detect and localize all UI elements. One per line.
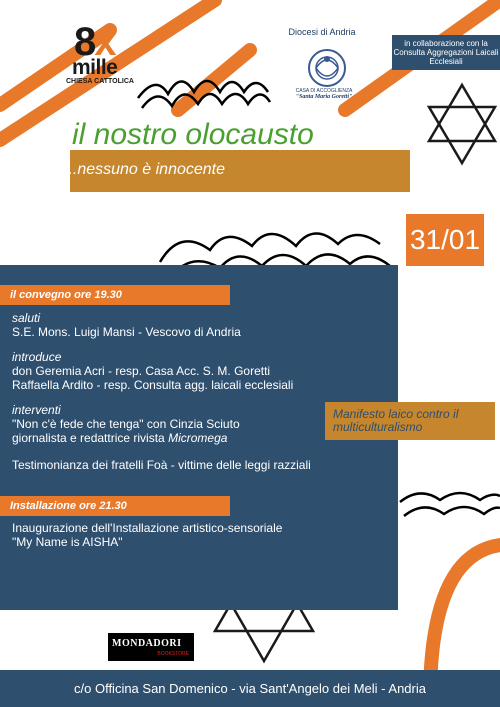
interventi-line: "Non c'è fede che tenga" con Cinzia Sciuto [12,417,240,431]
orange-stripe [178,50,250,110]
venue-footer: c/o Officina San Domenico - via Sant'Angelo dei Meli - Andria [0,670,500,707]
casa-line2: "Santa Maria Goretti" [295,94,353,100]
installazione-line: "My Name is AISHA" [12,535,123,549]
introduce-label: introduce [12,350,62,364]
introduce-line: don Geremia Acri - resp. Casa Acc. S. M. Goretti [12,364,271,378]
star-of-david-icon [429,85,495,163]
diocese-name: Diocesi di Andria [288,27,356,37]
saluti-label: saluti [12,311,41,325]
casa-line1: CASA DI ACCOGLIENZA [295,88,353,94]
event-subtitle: ...nessuno è innocente [64,161,226,178]
sponsor-name: MONDADORI [112,638,182,649]
testimonianza-text: Testimonianza dei fratelli Foà - vittime delle leggi razziali [12,458,311,472]
sponsor-sub: BOOKSTORE [157,651,189,657]
interventi-line [12,431,227,445]
casa-accoglienza-name [272,88,376,101]
event-title: il nostro olocausto [72,118,314,151]
installazione-line: Inaugurazione dell'Installazione artistico-sensoriale [12,521,283,535]
logo-subtitle: CHIESA CATTOLICA [66,78,134,85]
convegno-heading: il convegno ore 19.30 [0,285,230,305]
collaboration-badge: in collaborazione con la Consulta Aggregazioni Laicali Ecclesiali [392,35,500,70]
logo-word: mille [72,56,118,79]
interventi-role: giornalista e redattrice rivista [12,431,169,445]
mondadori-logo [108,633,194,661]
manifesto-badge: Manifesto laico contro il multiculturalismo [325,402,495,440]
casa-accoglienza-logo-icon [302,46,352,90]
event-date: 31/01 [406,214,484,266]
logo-mark: 8x [74,20,115,64]
magazine-name: Micromega [168,431,228,445]
introduce-line: Raffaella Ardito - resp. Consulta agg. laicali ecclesiali [12,378,294,392]
otto-per-mille-logo [62,22,142,84]
interventi-label: interventi [12,403,61,417]
installazione-heading: Installazione ore 21.30 [0,496,230,516]
saluti-text: S.E. Mons. Luigi Mansi - Vescovo di Andria [12,325,241,339]
